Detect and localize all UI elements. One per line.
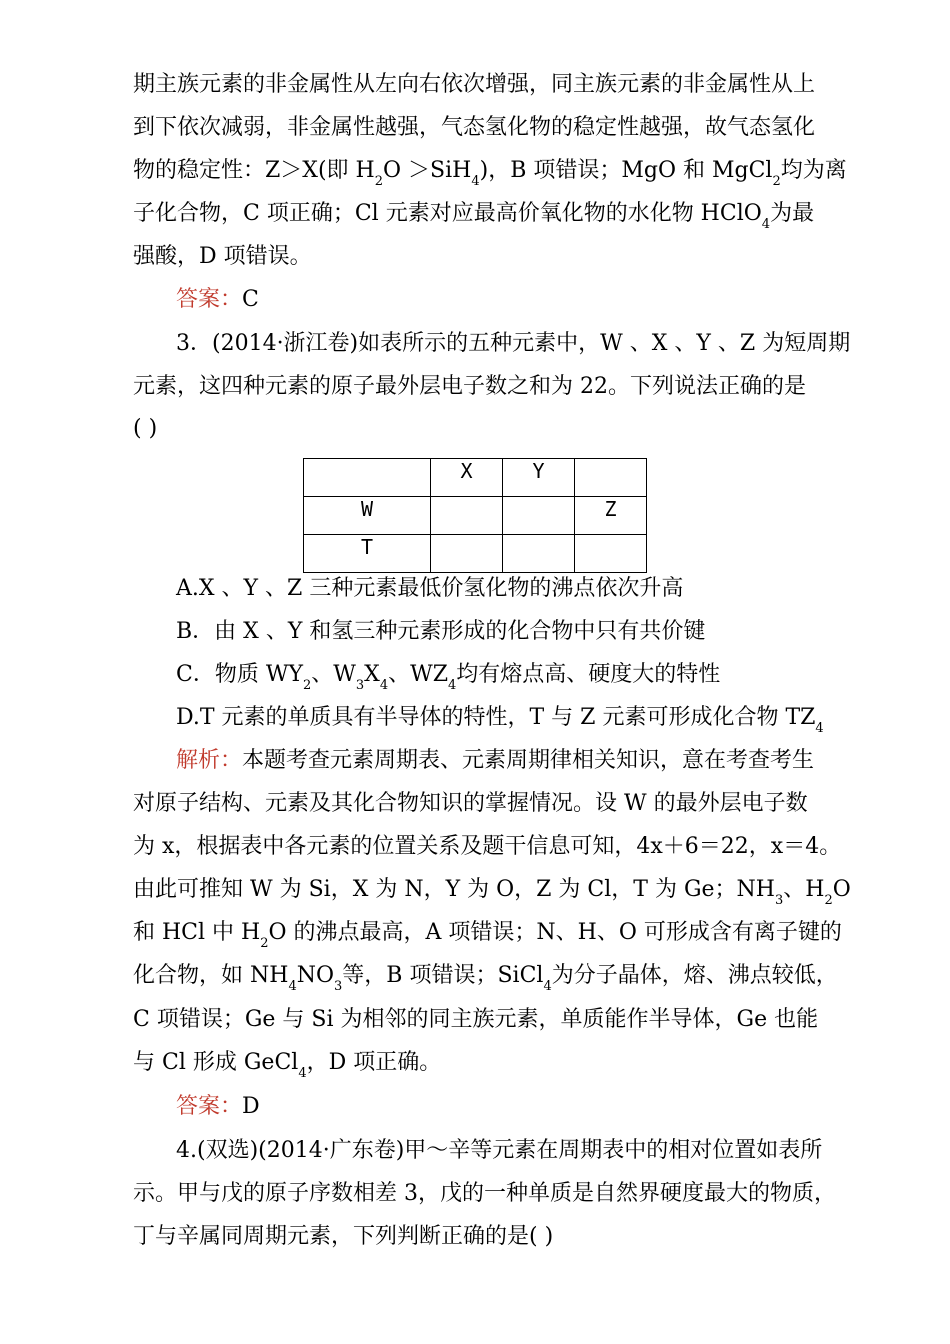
text: 和 HCl 中 H: [133, 920, 261, 945]
table-cell: X: [431, 459, 503, 497]
text: 由此可推知 W 为 Si，X 为 N，Y 为 O，Z 为 Cl，T 为 Ge；NH: [133, 877, 775, 902]
element-table: [303, 458, 647, 573]
text: ，D 项正确。: [306, 1050, 442, 1075]
subscript: 2: [772, 174, 781, 189]
table-cell: W: [304, 497, 431, 535]
text: D.T 元素的单质具有半导体的特性，T 与 Z 元素可形成化合物 TZ: [176, 705, 816, 730]
table-cell: Y: [503, 459, 575, 497]
q3-line-1: 3．(2014·浙江卷)如表所示的五种元素中，W 、X 、Y 、Z 为短周期: [176, 331, 851, 356]
table-cell: [575, 535, 647, 573]
table-cell: [503, 535, 575, 573]
subscript: 2: [302, 678, 312, 693]
table-cell: Z: [575, 497, 647, 535]
text: 为最: [770, 201, 815, 226]
table-cell: [431, 535, 503, 573]
subscript: 4: [448, 678, 457, 693]
exp3-line-7: C 项错误；Ge 与 Si 为相邻的同主族元素，单质能作半导体，Ge 也能: [133, 1007, 819, 1032]
table-cell: [304, 459, 431, 497]
q4-line-2: 示。甲与戊的原子序数相差 3，戊的一种单质是自然界硬度最大的物质，: [133, 1181, 836, 1206]
text: O 的沸点最高，A 项错误；N、H、O 可形成含有离子键的: [268, 920, 842, 945]
q3-line-2: 元素，这四种元素的原子最外层电子数之和为 22。下列说法正确的是: [133, 374, 806, 399]
subscript: 2: [374, 174, 383, 189]
text: 均有熔点高、硬度大的特性: [456, 662, 721, 687]
subscript: 4: [298, 1066, 307, 1081]
subscript: 2: [260, 936, 269, 951]
subscript: 4: [471, 174, 480, 189]
table-cell: [575, 459, 647, 497]
text: X: [364, 662, 380, 687]
text: 本题考查元素周期表、元素周期律相关知识，意在考查考生: [242, 748, 815, 773]
exp3-line-2: 对原子结构、元素及其化合物知识的掌握情况。设 W 的最外层电子数: [133, 791, 808, 816]
subscript: 4: [288, 979, 297, 994]
text: 子化合物，C 项正确；Cl 元素对应最高价氧化物的水化物 HClO: [133, 201, 762, 226]
answer-2: [176, 285, 259, 315]
text: 与 Cl 形成 GeCl: [133, 1050, 299, 1075]
exp2-line-2: 到下依次减弱，非金属性越强，气态氢化物的稳定性越强，故气态氢化: [133, 115, 816, 140]
table-row: [304, 497, 647, 535]
subscript: 4: [379, 678, 389, 693]
text: )，B 项错误；MgO 和 MgCl: [479, 158, 773, 183]
exp3-line-8: [133, 1048, 442, 1081]
q3-option-c: [176, 660, 721, 693]
table-row: [304, 535, 647, 573]
subscript: 3: [774, 893, 784, 908]
text: 物的稳定性：Z＞X(即 H: [133, 158, 375, 183]
text: 均为离: [780, 158, 847, 183]
exp2-line-5: 强酸，D 项错误。: [133, 244, 312, 269]
text: 、H: [783, 877, 825, 902]
q3-option-b: B．由 X 、Y 和氢三种元素形成的化合物中只有共价键: [176, 619, 706, 644]
text: 等，B 项错误；SiCl: [342, 963, 544, 988]
q3-option-a: A.X 、Y 、Z 三种元素最低价氢化物的沸点依次升高: [176, 576, 684, 601]
answer-3: [176, 1092, 260, 1122]
q3-option-d: [176, 703, 824, 736]
exp2-line-1: 期主族元素的非金属性从左向右依次增强，同主族元素的非金属性从上: [133, 72, 816, 97]
q4-line-1: 4.(双选)(2014·广东卷)甲～辛等元素在周期表中的相对位置如表所: [176, 1138, 823, 1163]
answer-value: C: [242, 287, 259, 312]
table-cell: T: [304, 535, 431, 573]
subscript: 4: [543, 979, 552, 994]
table-cell: [431, 497, 503, 535]
subscript: 2: [824, 893, 833, 908]
exp2-line-4: [133, 199, 815, 232]
subscript: 3: [355, 678, 365, 693]
text: O: [832, 877, 851, 902]
q4-line-3: 丁与辛属同周期元素，下列判断正确的是( ): [133, 1224, 554, 1249]
q3-line-3: ( ): [133, 416, 158, 441]
exp3-line-3: 为 x，根据表中各元素的位置关系及题干信息可知，4x＋6＝22，x＝4。: [133, 834, 842, 859]
table-cell: [503, 497, 575, 535]
text: 、W: [311, 662, 356, 687]
text: O ＞SiH: [383, 158, 472, 183]
subscript: 4: [815, 721, 824, 736]
answer-label: 答案：: [176, 287, 243, 312]
text: 为分子晶体，熔、沸点较低，: [551, 963, 838, 988]
table-row: [304, 459, 647, 497]
exp3-line-5: [133, 918, 842, 951]
text: NO: [296, 963, 335, 988]
text: 、WZ: [388, 662, 449, 687]
subscript: 3: [334, 979, 343, 994]
exp3-line-1: [176, 746, 814, 776]
text: C．物质 WY: [176, 662, 303, 687]
answer-label: 答案：: [176, 1094, 243, 1119]
subscript: 4: [761, 217, 771, 232]
explanation-label: 解析：: [176, 748, 243, 773]
answer-value: D: [242, 1094, 260, 1119]
exp3-line-4: [133, 875, 851, 908]
exp2-line-3: [133, 156, 847, 189]
exp3-line-6: [133, 961, 838, 994]
text: 化合物，如 NH: [133, 963, 289, 988]
